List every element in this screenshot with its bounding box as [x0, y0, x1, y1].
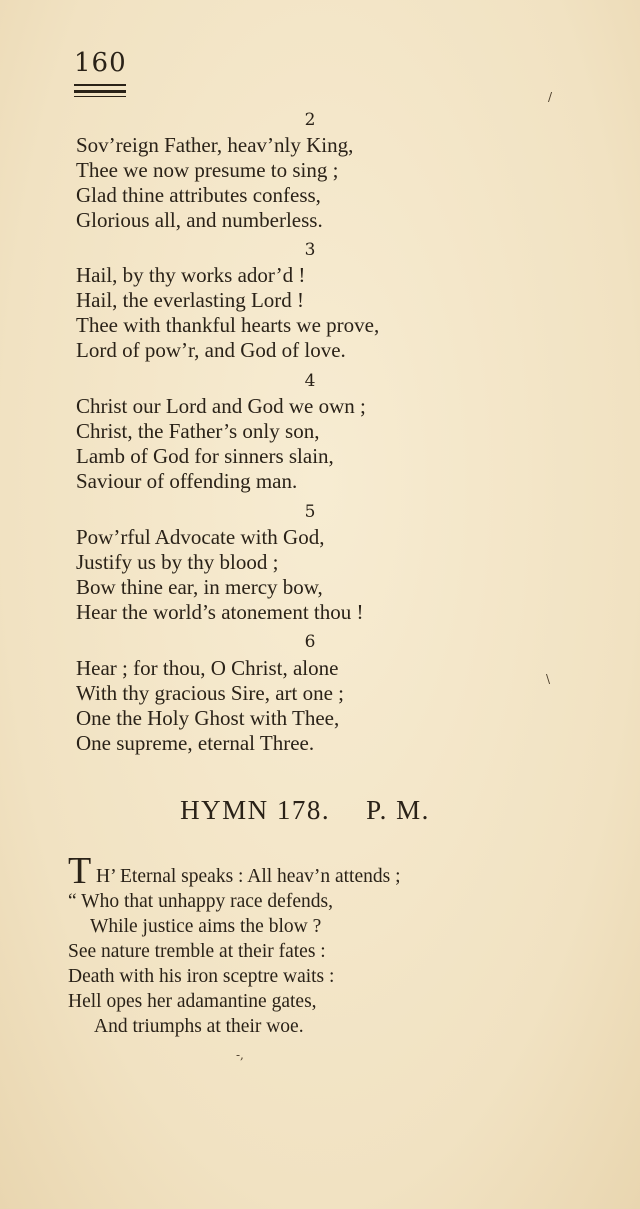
verse-line: H’ Eternal speaks : All heav’n attends ; — [96, 866, 401, 887]
verse-line: Hear ; for thou, O Christ, alone — [76, 656, 339, 680]
verse-line: Lord of pow’r, and God of love. — [76, 338, 346, 362]
verse-line: Glad thine attributes confess, — [76, 183, 321, 207]
verse-line: With thy gracious Sire, art one ; — [76, 681, 345, 705]
drop-cap: T — [68, 850, 92, 892]
verse-line: While justice aims the blow ? — [90, 916, 322, 937]
verse-line: Bow thine ear, in mercy bow, — [76, 575, 323, 599]
stanza-number: 3 — [304, 240, 316, 260]
verse-line: Thee we now presume to sing ; — [76, 158, 339, 182]
verse-line: Saviour of offending man. — [76, 469, 298, 493]
verse-line: One supreme, eternal Three. — [76, 731, 315, 755]
stanza-number: 6 — [304, 632, 316, 652]
verse-line: Hail, the everlasting Lord ! — [76, 288, 305, 312]
verse-line: Hell opes her adamantine gates, — [68, 991, 317, 1012]
verse-line: And triumphs at their woe. — [94, 1016, 304, 1037]
stanza-number: 2 — [304, 110, 316, 130]
verse-line: Justify us by thy blood ; — [76, 550, 279, 574]
ink-speck: / — [548, 90, 553, 104]
verse-line: Christ our Lord and God we own ; — [76, 394, 366, 418]
verse-line: Hear the world’s atonement thou ! — [76, 600, 364, 624]
hymn-title — [0, 795, 640, 826]
verse-line: “ Who that unhappy race defends, — [68, 891, 333, 912]
verse-line: Pow’rful Advocate with God, — [76, 525, 325, 549]
stanza-number: 4 — [304, 371, 316, 391]
header-rule — [74, 96, 126, 97]
header-rule — [74, 84, 126, 86]
verse-line: Death with his iron sceptre waits : — [68, 966, 335, 987]
verse-line: Thee with thankful hearts we prove, — [76, 313, 380, 337]
verse-line: Sov’reign Father, heav’nly King, — [76, 133, 354, 157]
verse-line: One the Holy Ghost with Thee, — [76, 706, 340, 730]
header-rule — [74, 90, 126, 93]
ink-speck: -, — [236, 1048, 244, 1062]
stanza-number: 5 — [304, 502, 316, 522]
verse-line: Lamb of God for sinners slain, — [76, 444, 334, 468]
verse-line: Glorious all, and numberless. — [76, 208, 323, 232]
verse-line: Christ, the Father’s only son, — [76, 419, 320, 443]
verse-line: See nature tremble at their fates : — [68, 941, 326, 962]
ink-speck: \ — [546, 672, 551, 686]
hymn-number: HYMN 178. — [180, 795, 331, 825]
page-number: 160 — [74, 48, 127, 78]
verse-line: Hail, by thy works ador’d ! — [76, 263, 306, 287]
hymn-meter: P. M. — [366, 795, 430, 825]
